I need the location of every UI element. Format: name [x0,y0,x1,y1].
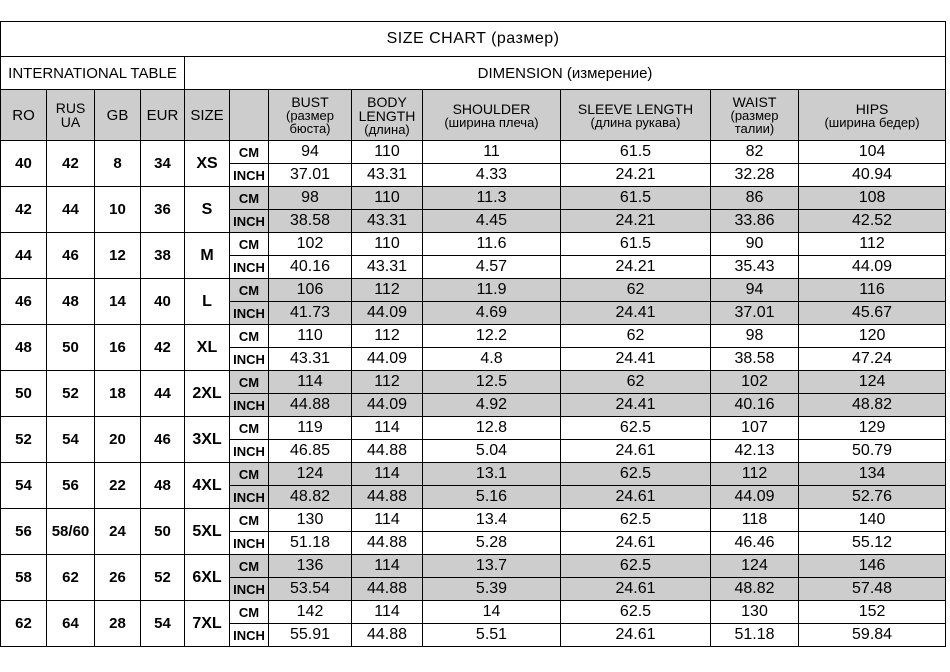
cell-body-length-inch: 44.88 [352,578,423,601]
cell-bust-cm: 114 [269,371,352,394]
cell-waist-inch: 32.28 [711,164,799,187]
cell-sleeve-length-cm: 62.5 [561,555,711,578]
cell-gb: 26 [95,555,141,601]
cell-waist-cm: 107 [711,417,799,440]
cell-size-label: 6XL [185,555,230,601]
cell-hips-cm: 108 [799,187,946,210]
unit-label-inch: INCH [230,302,269,325]
cell-size-label: 4XL [185,463,230,509]
cell-ro: 56 [1,509,47,555]
cell-ro: 40 [1,141,47,187]
cell-sleeve-length-cm: 62 [561,325,711,348]
cell-waist-cm: 82 [711,141,799,164]
size-row-s-cm [1,187,946,210]
cell-rus-ua: 52 [47,371,95,417]
cell-shoulder-cm: 13.4 [423,509,561,532]
cell-hips-inch: 52.76 [799,486,946,509]
cell-body-length-cm: 112 [352,371,423,394]
cell-bust-cm: 124 [269,463,352,486]
cell-rus-ua: 46 [47,233,95,279]
cell-bust-cm: 142 [269,601,352,624]
size-row-l-cm [1,279,946,302]
cell-size-label: XL [185,325,230,371]
cell-body-length-inch: 44.09 [352,394,423,417]
header-gb: GB [95,90,141,141]
cell-sleeve-length-inch: 24.61 [561,486,711,509]
unit-label-inch: INCH [230,348,269,371]
cell-ro: 48 [1,325,47,371]
cell-size-label: S [185,187,230,233]
cell-hips-inch: 59.84 [799,624,946,647]
size-row-xl-cm [1,325,946,348]
cell-gb: 20 [95,417,141,463]
cell-size-label: 7XL [185,601,230,647]
cell-gb: 22 [95,463,141,509]
cell-body-length-inch: 44.88 [352,440,423,463]
cell-hips-inch: 42.52 [799,210,946,233]
cell-body-length-cm: 110 [352,187,423,210]
cell-waist-cm: 112 [711,463,799,486]
dimension-label: DIMENSION (измерение) [185,57,946,90]
header-ro: RO [1,90,47,141]
cell-sleeve-length-cm: 62.5 [561,601,711,624]
unit-label-cm: CM [230,555,269,578]
size-chart-table [0,21,946,647]
cell-gb: 24 [95,509,141,555]
cell-body-length-inch: 44.88 [352,624,423,647]
cell-body-length-inch: 43.31 [352,210,423,233]
cell-size-label: L [185,279,230,325]
cell-body-length-cm: 114 [352,509,423,532]
cell-ro: 62 [1,601,47,647]
cell-sleeve-length-cm: 62.5 [561,509,711,532]
cell-sleeve-length-inch: 24.41 [561,348,711,371]
cell-hips-inch: 55.12 [799,532,946,555]
unit-label-inch: INCH [230,486,269,509]
cell-size-label: M [185,233,230,279]
cell-sleeve-length-cm: 62.5 [561,417,711,440]
cell-body-length-cm: 110 [352,233,423,256]
cell-gb: 18 [95,371,141,417]
cell-bust-inch: 41.73 [269,302,352,325]
cell-shoulder-cm: 12.5 [423,371,561,394]
cell-bust-inch: 43.31 [269,348,352,371]
cell-sleeve-length-cm: 62 [561,279,711,302]
cell-rus-ua: 64 [47,601,95,647]
cell-bust-inch: 46.85 [269,440,352,463]
cell-shoulder-inch: 4.92 [423,394,561,417]
header-unit [230,90,269,141]
cell-waist-cm: 86 [711,187,799,210]
cell-shoulder-cm: 13.7 [423,555,561,578]
unit-label-inch: INCH [230,256,269,279]
size-row-2xl-cm [1,371,946,394]
cell-hips-inch: 47.24 [799,348,946,371]
cell-body-length-inch: 43.31 [352,164,423,187]
cell-eur: 54 [141,601,185,647]
header-eur: EUR [141,90,185,141]
cell-waist-cm: 90 [711,233,799,256]
cell-rus-ua: 56 [47,463,95,509]
size-row-4xl-cm [1,463,946,486]
cell-sleeve-length-cm: 61.5 [561,141,711,164]
cell-gb: 28 [95,601,141,647]
cell-hips-inch: 45.67 [799,302,946,325]
cell-gb: 10 [95,187,141,233]
size-row-6xl-cm [1,555,946,578]
cell-waist-inch: 46.46 [711,532,799,555]
cell-waist-inch: 37.01 [711,302,799,325]
cell-body-length-inch: 44.09 [352,302,423,325]
cell-waist-inch: 38.58 [711,348,799,371]
unit-label-cm: CM [230,233,269,256]
header-rus-ua: RUS UA [47,90,95,141]
cell-waist-cm: 130 [711,601,799,624]
cell-size-label: 3XL [185,417,230,463]
header-waist: WAIST (размер талии) [711,90,799,141]
size-row-m-cm [1,233,946,256]
cell-ro: 54 [1,463,47,509]
cell-hips-inch: 44.09 [799,256,946,279]
header-hips: HIPS (ширина бедер) [799,90,946,141]
cell-waist-cm: 118 [711,509,799,532]
cell-shoulder-cm: 14 [423,601,561,624]
cell-ro: 44 [1,233,47,279]
cell-hips-inch: 40.94 [799,164,946,187]
cell-hips-cm: 146 [799,555,946,578]
size-row-5xl-cm [1,509,946,532]
cell-sleeve-length-inch: 24.61 [561,624,711,647]
unit-label-inch: INCH [230,164,269,187]
unit-label-cm: CM [230,371,269,394]
header-sleeve-length: SLEEVE LENGTH (длина рукава) [561,90,711,141]
cell-hips-inch: 50.79 [799,440,946,463]
cell-shoulder-inch: 4.57 [423,256,561,279]
cell-bust-cm: 136 [269,555,352,578]
cell-bust-inch: 40.16 [269,256,352,279]
cell-waist-inch: 35.43 [711,256,799,279]
cell-sleeve-length-inch: 24.21 [561,256,711,279]
cell-body-length-inch: 44.09 [352,348,423,371]
cell-shoulder-cm: 11 [423,141,561,164]
cell-shoulder-inch: 5.39 [423,578,561,601]
cell-sleeve-length-cm: 61.5 [561,187,711,210]
cell-ro: 58 [1,555,47,601]
unit-label-inch: INCH [230,440,269,463]
cell-size-label: 5XL [185,509,230,555]
cell-rus-ua: 48 [47,279,95,325]
unit-label-cm: CM [230,463,269,486]
cell-bust-inch: 44.88 [269,394,352,417]
cell-bust-inch: 38.58 [269,210,352,233]
international-table-label: INTERNATIONAL TABLE [1,57,185,90]
cell-bust-cm: 130 [269,509,352,532]
cell-waist-cm: 124 [711,555,799,578]
cell-size-label: 2XL [185,371,230,417]
cell-rus-ua: 42 [47,141,95,187]
cell-ro: 52 [1,417,47,463]
unit-label-inch: INCH [230,578,269,601]
cell-sleeve-length-cm: 62 [561,371,711,394]
cell-body-length-cm: 114 [352,601,423,624]
cell-gb: 8 [95,141,141,187]
cell-body-length-inch: 43.31 [352,256,423,279]
cell-hips-cm: 152 [799,601,946,624]
header-shoulder: SHOULDER (ширина плеча) [423,90,561,141]
cell-bust-cm: 94 [269,141,352,164]
cell-shoulder-cm: 12.2 [423,325,561,348]
unit-label-inch: INCH [230,394,269,417]
cell-shoulder-inch: 5.16 [423,486,561,509]
cell-eur: 44 [141,371,185,417]
cell-waist-inch: 51.18 [711,624,799,647]
cell-gb: 12 [95,233,141,279]
cell-body-length-cm: 112 [352,325,423,348]
cell-waist-cm: 94 [711,279,799,302]
cell-shoulder-inch: 4.69 [423,302,561,325]
cell-waist-cm: 102 [711,371,799,394]
cell-size-label: XS [185,141,230,187]
cell-shoulder-cm: 11.6 [423,233,561,256]
cell-hips-cm: 140 [799,509,946,532]
cell-hips-cm: 104 [799,141,946,164]
header-body-length: BODY LENGTH (длина) [352,90,423,141]
unit-label-inch: INCH [230,532,269,555]
cell-waist-inch: 40.16 [711,394,799,417]
cell-rus-ua: 50 [47,325,95,371]
unit-label-cm: CM [230,141,269,164]
cell-bust-inch: 48.82 [269,486,352,509]
cell-body-length-inch: 44.88 [352,486,423,509]
cell-hips-cm: 120 [799,325,946,348]
header-size: SIZE [185,90,230,141]
unit-label-cm: CM [230,417,269,440]
cell-rus-ua: 62 [47,555,95,601]
cell-eur: 48 [141,463,185,509]
cell-body-length-cm: 114 [352,555,423,578]
cell-eur: 50 [141,509,185,555]
cell-shoulder-inch: 5.28 [423,532,561,555]
cell-shoulder-inch: 5.51 [423,624,561,647]
cell-hips-inch: 48.82 [799,394,946,417]
cell-eur: 46 [141,417,185,463]
cell-shoulder-inch: 5.04 [423,440,561,463]
cell-shoulder-inch: 4.45 [423,210,561,233]
cell-eur: 38 [141,233,185,279]
cell-rus-ua: 44 [47,187,95,233]
chart-title: SIZE CHART (размер) [1,22,946,57]
cell-rus-ua: 58/60 [47,509,95,555]
cell-waist-inch: 42.13 [711,440,799,463]
size-row-xs-cm [1,141,946,164]
header-bust: BUST (размер бюста) [269,90,352,141]
unit-label-inch: INCH [230,624,269,647]
cell-eur: 34 [141,141,185,187]
cell-hips-cm: 112 [799,233,946,256]
cell-rus-ua: 54 [47,417,95,463]
cell-eur: 52 [141,555,185,601]
cell-gb: 14 [95,279,141,325]
cell-eur: 36 [141,187,185,233]
cell-hips-cm: 116 [799,279,946,302]
unit-label-cm: CM [230,279,269,302]
cell-eur: 40 [141,279,185,325]
unit-label-cm: CM [230,187,269,210]
unit-label-inch: INCH [230,210,269,233]
cell-body-length-cm: 114 [352,417,423,440]
cell-shoulder-cm: 11.3 [423,187,561,210]
unit-label-cm: CM [230,509,269,532]
cell-shoulder-cm: 11.9 [423,279,561,302]
cell-bust-cm: 98 [269,187,352,210]
cell-body-length-cm: 112 [352,279,423,302]
cell-bust-inch: 55.91 [269,624,352,647]
unit-label-cm: CM [230,601,269,624]
cell-sleeve-length-cm: 61.5 [561,233,711,256]
cell-waist-inch: 44.09 [711,486,799,509]
cell-waist-cm: 98 [711,325,799,348]
cell-ro: 46 [1,279,47,325]
cell-bust-cm: 106 [269,279,352,302]
cell-sleeve-length-inch: 24.21 [561,210,711,233]
cell-body-length-cm: 110 [352,141,423,164]
cell-sleeve-length-inch: 24.61 [561,440,711,463]
cell-sleeve-length-inch: 24.61 [561,532,711,555]
cell-bust-cm: 119 [269,417,352,440]
cell-shoulder-cm: 12.8 [423,417,561,440]
cell-hips-cm: 124 [799,371,946,394]
unit-label-cm: CM [230,325,269,348]
cell-bust-cm: 110 [269,325,352,348]
cell-shoulder-inch: 4.33 [423,164,561,187]
cell-sleeve-length-inch: 24.41 [561,302,711,325]
cell-waist-inch: 33.86 [711,210,799,233]
size-row-3xl-cm [1,417,946,440]
cell-bust-inch: 53.54 [269,578,352,601]
cell-body-length-inch: 44.88 [352,532,423,555]
cell-hips-cm: 134 [799,463,946,486]
size-row-7xl-cm [1,601,946,624]
cell-sleeve-length-inch: 24.61 [561,578,711,601]
cell-ro: 50 [1,371,47,417]
cell-sleeve-length-cm: 62.5 [561,463,711,486]
cell-bust-inch: 51.18 [269,532,352,555]
cell-gb: 16 [95,325,141,371]
cell-hips-inch: 57.48 [799,578,946,601]
cell-body-length-cm: 114 [352,463,423,486]
cell-bust-inch: 37.01 [269,164,352,187]
cell-sleeve-length-inch: 24.21 [561,164,711,187]
cell-sleeve-length-inch: 24.41 [561,394,711,417]
cell-waist-inch: 48.82 [711,578,799,601]
cell-shoulder-inch: 4.8 [423,348,561,371]
cell-ro: 42 [1,187,47,233]
cell-bust-cm: 102 [269,233,352,256]
cell-eur: 42 [141,325,185,371]
cell-shoulder-cm: 13.1 [423,463,561,486]
cell-hips-cm: 129 [799,417,946,440]
column-header-row [1,90,946,141]
